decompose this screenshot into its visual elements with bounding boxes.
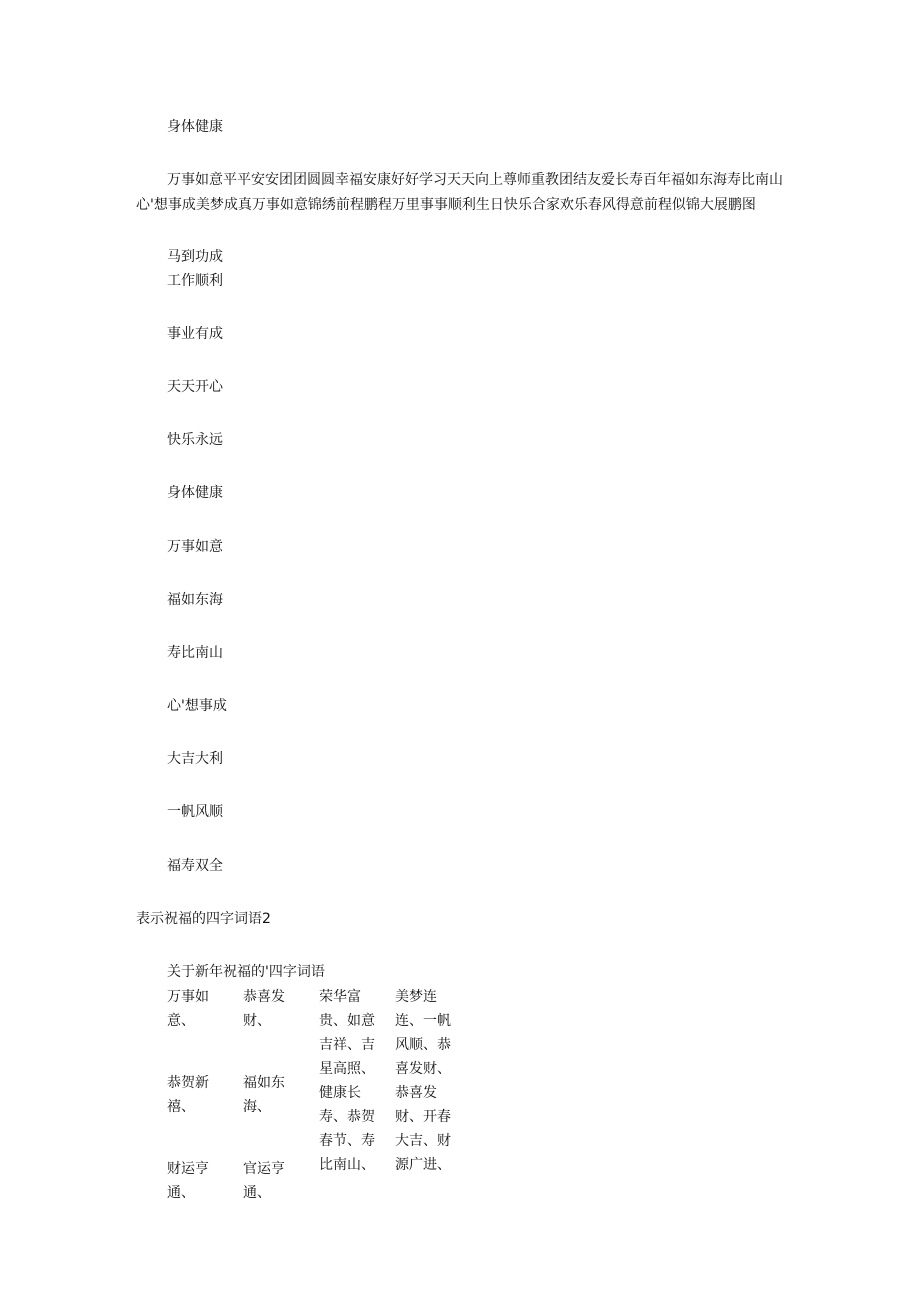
word-cell: 大吉、财 xyxy=(395,1133,451,1149)
word-cell: 官运亨 xyxy=(243,1161,285,1177)
text-line: 福寿双全 xyxy=(167,858,223,874)
word-column-3 xyxy=(319,985,375,1177)
word-cell: 恭喜发 xyxy=(243,989,285,1005)
word-column-4 xyxy=(395,985,451,1177)
section-subheading: 关于新年祝福的'四字词语 xyxy=(167,964,325,980)
word-cell: 通、 xyxy=(243,1185,271,1201)
word-cell: 贵、如意 xyxy=(319,1013,375,1029)
word-cell: 通、 xyxy=(167,1185,195,1201)
text-line: 工作顺利 xyxy=(167,273,223,289)
word-cell: 春节、寿 xyxy=(319,1133,375,1149)
word-cell: 财运亨 xyxy=(167,1161,209,1177)
word-cell xyxy=(167,1119,209,1143)
text-line: 身体健康 xyxy=(167,119,223,135)
word-cell: 财、开春 xyxy=(395,1109,451,1125)
word-column-2 xyxy=(243,985,285,1205)
word-cell xyxy=(243,1033,285,1057)
word-cell: 恭喜发 xyxy=(395,1085,437,1101)
word-cell: 连、一帆 xyxy=(395,1013,451,1029)
word-cell: 源广进、 xyxy=(395,1157,451,1173)
word-cell: 吉祥、吉 xyxy=(319,1037,375,1053)
paragraph: 万事如意平平安安团团圆圆幸福安康好好学习天天向上尊师重教团结友爱长寿百年福如东海寿比南山心'想事成美梦成真万事如意锦绣前程鹏程万里事事顺利生日快乐合家欢乐春风得意前程似锦大展鹏图 xyxy=(136,172,783,213)
text-line: 心'想事成 xyxy=(167,698,227,714)
text-line: 快乐永远 xyxy=(167,432,223,448)
text-line: 马到功成 xyxy=(167,249,223,265)
word-cell: 健康长 xyxy=(319,1085,361,1101)
word-cell: 恭贺新 xyxy=(167,1075,209,1091)
word-cell xyxy=(243,1119,285,1143)
text-line: 福如东海 xyxy=(167,592,223,608)
word-cell xyxy=(167,1033,209,1057)
word-cell: 星高照、 xyxy=(319,1061,375,1077)
word-cell: 财、 xyxy=(243,1013,271,1029)
text-line: 寿比南山 xyxy=(167,645,223,661)
text-line: 身体健康 xyxy=(167,485,223,501)
word-cell: 美梦连 xyxy=(395,989,437,1005)
word-cell: 万事如 xyxy=(167,989,209,1005)
word-cell: 喜发财、 xyxy=(395,1061,451,1077)
text-line: 万事如意 xyxy=(167,539,223,555)
word-cell: 禧、 xyxy=(167,1099,195,1115)
text-line: 一帆风顺 xyxy=(167,804,223,820)
word-cell: 海、 xyxy=(243,1099,271,1115)
text-line: 天天开心 xyxy=(167,379,223,395)
word-cell: 寿、恭贺 xyxy=(319,1109,375,1125)
text-line: 大吉大利 xyxy=(167,751,223,767)
word-column-1 xyxy=(167,985,209,1205)
section-heading: 表示祝福的四字词语2 xyxy=(136,911,271,927)
word-cell: 比南山、 xyxy=(319,1157,375,1173)
word-cell: 意、 xyxy=(167,1013,195,1029)
word-cell: 风顺、恭 xyxy=(395,1037,451,1053)
text-line: 事业有成 xyxy=(167,326,223,342)
word-cell: 荣华富 xyxy=(319,989,361,1005)
word-cell: 福如东 xyxy=(243,1075,285,1091)
